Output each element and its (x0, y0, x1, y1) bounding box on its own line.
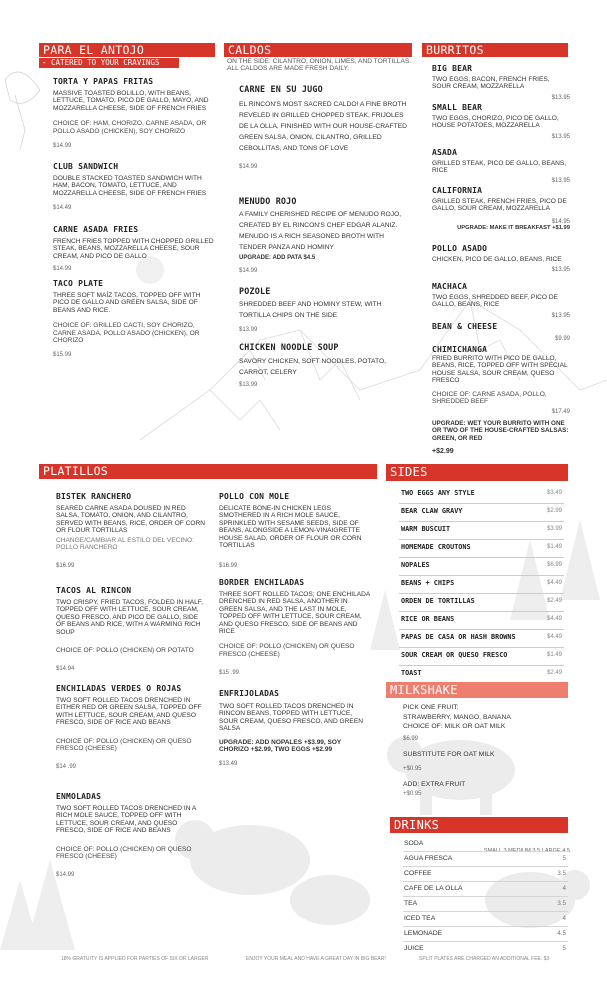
item-name: POZOLE (239, 286, 271, 296)
menu-item (432, 244, 570, 273)
item-desc: SEARED CARNE ASADA DOUSED IN RED SALSA, TOMATO, ONION, AND CILANTRO, SERVED WITH BEANS, RICE, ORDER OF CORN OR FLOUR TORTILLAS (56, 505, 205, 535)
drink-row (403, 941, 568, 956)
menu-item (432, 186, 570, 232)
item-price: $16.99 (56, 563, 75, 570)
sides-row (399, 665, 564, 683)
item-price: $15 .99 (219, 670, 240, 677)
item-price: $13.95 (551, 312, 570, 319)
antojo-subheader: - CATERED TO YOUR CRAVINGS (39, 58, 179, 68)
item-note: CHOICE OF: POLLO (CHICKEN) OR QUESO FRESCO (CHEESE) (56, 845, 192, 861)
item-desc: DELICATE BONE-IN CHICKEN LEGS SMOTHERED IN A RICH MOLE SAUCE, SPRINKLED WITH SESAME SEEDS, SIDE OF BEANS, ALONGSIDE A LEMON-VINAIGRETTE HOUSE SALAD, ORDER OF FLOUR OR CORN TORTILLAS (219, 505, 362, 550)
item-name: TORTA Y PAPAS FRITAS (53, 77, 154, 86)
drink-row (403, 911, 568, 927)
footer-gratuity: 18% GRATUITY IS APPLIED FOR PARTIES OF SIX OR LARGER (61, 956, 209, 962)
item-name: MENUDO ROJO (239, 196, 297, 206)
item-note: CHANGE/CAMBIAR AL ESTILO DEL VECINO: POLLO RANCHERO (56, 536, 195, 552)
drinks-header: DRINKS (390, 817, 568, 833)
drink-price: 5 (562, 855, 566, 862)
sides-header: SIDES (386, 464, 568, 481)
drinks-sizes-text: SMALL 3 MEDIUM 3.5 LARGE 4.5 (483, 848, 570, 854)
item-desc: FRIED BURRITO WITH PICO DE GALLO, BEANS, RICE, TOPPED OFF WITH SPECIAL HOUSE SALSA, SOUR CREAM, QUESO FRESCO (432, 355, 568, 385)
item-price: $14 .99 (56, 764, 77, 771)
sides-item-price: $4.49 (546, 634, 562, 640)
sides-item-name: TOAST (401, 669, 422, 677)
milkshake-line: STRAWBERRY, MANGO, BANANA (403, 713, 511, 721)
sides-item-price: $2.99 (546, 508, 562, 514)
item-price: $13.95 (551, 133, 570, 140)
sides-item-price: $4.49 (546, 580, 562, 586)
sides-item-name: ORDEN DE TORTILLAS (401, 597, 475, 605)
drink-price: 4 (562, 915, 566, 922)
drink-name: TEA (404, 900, 418, 907)
milkshake-line: CHOICE OF: MILK OR OAT MILK (403, 723, 506, 730)
item-name: TACO PLATE (53, 279, 104, 288)
item-desc: EL RINCON'S MOST SACRED CALDO! A FINE BROTH REVELED IN GRILLED CHOPPED STEAK, FRIJOLES DE LA OLLA, FINISHED WITH OUR HOUSE-CRAFTED GREEN SALSA, ONION, CILANTRO, GRILLED CEBOLLITAS, AND TONS OF LOVE (239, 101, 407, 152)
item-desc: THREE SOFT ROLLED TACOS; ONE ENCHILADA DRENCHED IN RED SALSA, ANOTHER IN GREEN SALSA, AND THE LAST IN MOLE, TOPPED OFF WITH LETTUCE, SOUR CREAM, AND QUESO FRESCO, SIDE OF BEANS AND RICE (219, 591, 370, 636)
item-desc: SAVORY CHICKEN, SOFT NOODLES, POTATO, CARROT, CELERY (239, 358, 387, 376)
sides-item-price: $2.49 (546, 670, 562, 676)
menu-item (56, 492, 206, 569)
item-price: $13.95 (551, 177, 570, 184)
sides-row (399, 521, 564, 540)
drink-row (403, 896, 568, 912)
sides-item-price: $3.49 (546, 490, 562, 496)
drink-row (403, 881, 568, 897)
drink-name: COFFEE (404, 870, 432, 877)
item-desc: TWO EGGS, SHREDDED BEEF, PICO DE GALLO, BEANS, RICE (432, 294, 559, 309)
item-desc: TWO CRISPY, FRIED TACOS, FOLDED IN HALF, TOPPED OFF WITH LETTUCE, SOUR CREAM, QUESO FRESCO, AND PICO DE GALLO, SIDE OF BEANS AND RICE, WITH A WARMING RICH SOUP (56, 599, 203, 636)
item-price: $13.99 (239, 382, 258, 388)
item-desc: TWO EGGS, CHORIZO, PICO DE GALLO, HOUSE POTATOES, MOZZARELLA (432, 115, 559, 130)
item-price: $13.49 (219, 761, 238, 768)
burrito-upgrade-text: UPGRADE: WET YOUR BURRITO WITH ONE OR TWO OF THE HOUSE-CRAFTED SALSAS: GREEN, OR RED (432, 420, 569, 442)
menu-item (432, 148, 570, 184)
sides-item-price: $1.49 (546, 652, 562, 658)
sides-row (399, 557, 564, 576)
drink-row (403, 926, 568, 942)
item-note: CHOICE OF: POLLO (CHICKEN) OR QUESO FRESCO (CHEESE) (56, 737, 192, 753)
drink-price: 4.5 (557, 930, 566, 937)
drink-row (403, 836, 568, 852)
menu-item (432, 103, 570, 140)
sides-item-name: NOPALES (401, 561, 430, 569)
milkshake-header: MILKSHAKE (386, 682, 568, 698)
menu-item (239, 286, 409, 333)
sides-row (399, 611, 564, 630)
drink-price: 3.5 (557, 870, 566, 877)
item-note: CHOICE OF: POLLO (CHICKEN) OR QUESO FRESCO (CHEESE) (219, 643, 355, 658)
menu-item (239, 196, 409, 274)
item-desc: TWO SOFT ROLLED TACOS DRENCHED IN RINCON BEANS, TOPPED WITH LETTUCE, SOUR CREAM, QUESO FRESCO, AND GREEN SALSA (219, 703, 363, 733)
item-name: BEAN & CHEESE (432, 322, 498, 331)
item-name: ENMOLADAS (56, 792, 102, 801)
item-desc: CHICKEN, PICO DE GALLO, BEANS, RICE (432, 256, 562, 263)
item-name: CHIMICHANGA (432, 345, 488, 354)
item-price: $16.99 (219, 563, 238, 570)
sides-item-price: $2.49 (546, 598, 562, 604)
menu-item (219, 492, 371, 569)
menu-item (56, 792, 206, 878)
item-price: $14.99 (239, 268, 258, 275)
item-price: $14.99 (56, 872, 75, 879)
item-price: $14.49 (53, 205, 72, 212)
sides-row (399, 575, 564, 594)
sides-item-price: $6.99 (546, 562, 562, 568)
item-name: ENCHILADAS VERDES O ROJAS (56, 684, 182, 693)
item-note: CHOICE OF: POLLO (CHICKEN) OR POTATO (56, 647, 194, 655)
menu-item (432, 64, 570, 101)
drink-name: AGUA FRESCA (404, 855, 453, 862)
sides-row (399, 503, 564, 522)
sides-row (399, 629, 564, 648)
sides-item-name: TWO EGGS ANY STYLE (401, 489, 475, 497)
menu-item (239, 342, 409, 388)
menu-item (53, 279, 218, 358)
sides-item-name: BEAR CLAW GRAVY (401, 507, 463, 515)
sides-row (399, 593, 564, 612)
item-name: CALIFORNIA (432, 186, 483, 195)
sides-row (399, 539, 564, 558)
item-name: BISTEK RANCHERO (56, 492, 132, 501)
drink-name: CAFE DE LA OLLA (404, 885, 463, 892)
drink-name: JUICE (404, 945, 424, 952)
item-desc: DOUBLE STACKED TOASTED SANDWICH WITH HAM, BACON, TOMATO, LETTUCE, AND MOZZARELLA CHEESE, SIDE OF FRENCH FRIES (53, 175, 207, 197)
menu-item (239, 84, 409, 170)
drink-price: 4 (562, 885, 566, 892)
burritos-header: BURRITOS (422, 43, 568, 57)
burrito-upgrade-price: +$2.99 (432, 448, 454, 456)
item-desc: TWO EGGS, BACON, FRENCH FRIES, SOUR CREAM, MOZZARELLA (432, 76, 550, 91)
item-upgrade: UPGRADE: MAKE IT BREAKFAST +$1.99 (457, 224, 570, 231)
item-name: BIG BEAR (432, 64, 473, 73)
item-name: CARNE EN SU JUGO (239, 84, 323, 94)
item-desc: A FAMILY CHERISHED RECIPE OF MENUDO ROJO, CREATED BY EL RINCON'S CHEF EDGAR ALANIZ. MENUDO IS A RICH SEASONED BROTH WITH TENDER PANZA AND HOMINY (239, 211, 402, 251)
item-name: SMALL BEAR (432, 103, 483, 112)
item-desc: TWO SOFT ROLLED TACOS DRENCHED IN EITHER RED OR GREEN SALSA, TOPPED OFF WITH LETTUCE, SOUR CREAM, AND QUESO FRESCO, SIDE OF RICE AND BEANS (56, 697, 202, 727)
item-price: $15.99 (53, 352, 72, 359)
footer-split: SPLIT PLATES ARE CHARGED AN ADDITIONAL FEE: $3 (419, 956, 550, 962)
menu-item (53, 162, 218, 211)
caldos-intro-text: ON THE SIDE: CILANTRO, ONION, LIMES, AND TORTILLAS. ALL CALDOS ARE MADE FRESH DAILY. (227, 58, 412, 73)
item-desc: GRILLED STEAK, PICO DE GALLO, BEANS, RICE (432, 160, 567, 175)
sides-item-name: WARM BUSCUIT (401, 525, 451, 533)
item-price: $14.99 (53, 143, 72, 150)
menu-item (219, 689, 371, 767)
menu-item (53, 77, 218, 149)
drink-name: LEMONADE (404, 930, 443, 937)
sides-item-name: SOUR CREAM OR QUESO FRESCO (401, 651, 508, 659)
drink-row (403, 851, 568, 867)
item-name: TACOS AL RINCON (56, 586, 132, 595)
item-name: BORDER ENCHILADAS (219, 578, 305, 587)
menu-item (53, 225, 218, 272)
item-note: CHOICE OF: GRILLED CACTI, SOY CHORIZO, CARNE ASADA, POLLO ASADO (CHICKEN), OR CHORIZO (53, 322, 200, 345)
item-price: $9.99 (554, 336, 570, 342)
item-price: $13.99 (239, 327, 258, 333)
item-name: CHICKEN NOODLE SOUP (239, 342, 339, 352)
sides-item-name: HOMEMADE CROUTONS (401, 543, 471, 551)
sides-item-name: RICE OR BEANS (401, 615, 455, 623)
item-desc: THREE SOFT MAÍZ TACOS, TOPPED OFF WITH PICO DE GALLO AND GREEN SALSA, SIDE OF BEANS AND RICE. (53, 292, 201, 314)
item-upgrade: UPGRADE: ADD PATA $4.5 (239, 255, 316, 261)
item-note: CHOICE OF: CARNE ASADA, POLLO, SHREDDED BEEF (432, 390, 547, 406)
item-name: POLLO CON MOLE (219, 492, 290, 501)
sides-item-price: $1.49 (546, 544, 562, 550)
item-desc: MASSIVE TOASTED BOLILLO, WITH BEANS, LETTUCE, TOMATO, PICO DE GALLO, MAYO, AND MOZZARELLA CHEESE, SIDE OF FRENCH FRIES (53, 90, 209, 112)
sides-row (399, 485, 564, 504)
menu-item (432, 322, 570, 342)
drink-row (403, 866, 568, 882)
item-name: CLUB SANDWICH (53, 162, 119, 171)
footer-enjoy: ENJOY YOUR MEAL AND HAVE A GREAT DAY IN BIG BEAR! (246, 956, 386, 962)
milkshake-line: PICK ONE FRUIT: (403, 704, 459, 711)
caldos-header: CALDOS (224, 43, 412, 57)
milkshake-add-price: +$0.95 (403, 791, 422, 798)
item-desc: GRILLED STEAK, FRENCH FRIES, PICO DE GALLO, SOUR CREAM, MOZZARELLA (432, 198, 567, 213)
menu-item (219, 578, 371, 676)
item-name: CARNE ASADA FRIES (53, 225, 139, 234)
antojo-header: PARA EL ANTOJO (39, 43, 215, 57)
milkshake-sub-price: +$0.95 (403, 765, 422, 772)
item-upgrade: UPGRADE: ADD NOPALES +$3.99, SOY CHORIZO +$2.99, TWO EGGS +$2.99 (219, 738, 342, 754)
item-name: MACHACA (432, 282, 468, 291)
burrito-upgrade (432, 420, 570, 456)
item-price: $13.95 (551, 94, 570, 101)
milkshake-details (403, 703, 568, 797)
drink-name: SODA (404, 840, 424, 847)
sides-item-price: $3.99 (546, 526, 562, 532)
item-desc: TWO SOFT ROLLED TACOS DRENCHED IN A RICH MOLE SAUCE, TOPPED OFF WITH LETTUCE, SOUR CREAM, AND QUESO FRESCO, SIDE OF RICE AND BEANS (56, 805, 196, 835)
milkshake-add: ADD: EXTRA FRUIT (403, 780, 466, 788)
milkshake-sub: SUBSTITUTE FOR OAT MILK (403, 750, 495, 758)
menu-item (432, 345, 570, 415)
item-note: CHOICE OF: HAM, CHORIZO, CARNE ASADA, OR POLLO ASADO (CHICKEN), SOY CHORIZO (53, 120, 207, 135)
item-name: POLLO ASADO (432, 244, 488, 253)
drink-price: 5 (562, 945, 566, 952)
caldos-intro (227, 58, 412, 73)
item-name: ENFRIJOLADAS (219, 689, 280, 698)
sides-row (399, 647, 564, 666)
sides-item-name: PAPAS DE CASA OR HASH BROWNS (401, 633, 516, 641)
item-price: $17.49 (551, 409, 570, 416)
item-desc: FRENCH FRIES TOPPED WITH CHOPPED GRILLED STEAK, BEANS, MOZZARELLA CHEESE, SOUR CREAM, AND PICO DE GALLO (53, 238, 214, 260)
item-price: $14.95 (551, 218, 570, 225)
item-price: $14.94 (56, 666, 75, 673)
milkshake-price: $6.99 (403, 735, 419, 742)
menu-item (56, 586, 206, 672)
item-price: $14.99 (239, 164, 258, 170)
item-price: $13.95 (551, 267, 570, 274)
menu-item (56, 684, 206, 770)
item-desc: SHREDDED BEEF AND HOMINY STEW, WITH TORTILLA CHIPS ON THE SIDE (239, 301, 382, 319)
platillos-header: PLATILLOS (39, 464, 377, 479)
item-name: ASADA (432, 148, 458, 157)
sides-item-name: BEANS + CHIPS (401, 579, 455, 587)
item-price: $14.99 (53, 266, 72, 273)
sides-item-price: $4.49 (546, 616, 562, 622)
drink-name: ICED TEA (404, 915, 436, 922)
menu-item (432, 282, 570, 319)
drink-price: 3.5 (557, 900, 566, 907)
